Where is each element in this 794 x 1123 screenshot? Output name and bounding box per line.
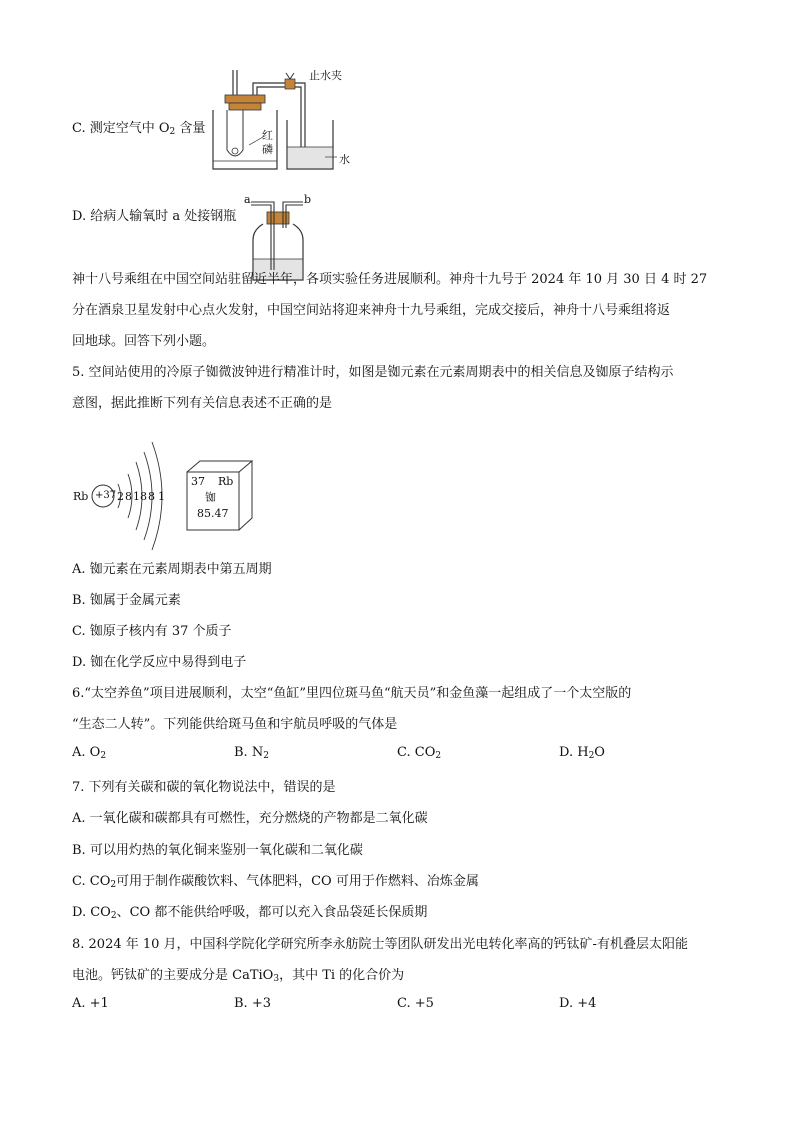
q7-stem: 7. 下列有关碳和碳的氧化物说法中，错误的是 xyxy=(72,780,336,795)
shell-2: 8 xyxy=(125,490,132,503)
label-water: 水 xyxy=(339,153,350,166)
q6-stem-2: “生态二人转”。下列能供给斑马鱼和宇航员呼吸的气体是 xyxy=(72,717,398,732)
shell-3: 18 xyxy=(133,490,147,503)
atom-nucleus: +37 xyxy=(95,490,117,501)
q7-option-d: D. $CO_2$、CO 都不能供给呼吸，都可以充入食品袋延长保质期 xyxy=(72,905,428,921)
q6-option-b: B. $N_2$ xyxy=(234,745,269,761)
q4-option-d: D. 给病人输氧时 a 处接钢瓶 xyxy=(72,209,237,224)
intro-line-2: 分在酒泉卫星发射中心点火发射，中国空间站将迎来神舟十九号乘组，完成交接后，神舟十八号乘组将返 xyxy=(72,303,671,318)
q8-option-c: C. +5 xyxy=(397,996,434,1011)
q8-stem-1: 8. 2024 年 10 月，中国科学院化学研究所李永舫院士等团队研发出光电转化率高的钙钛矿-有机叠层太阳能 xyxy=(72,937,688,952)
periodic-cell-box xyxy=(186,460,256,532)
atom-symbol: Rb xyxy=(73,490,89,503)
q7-option-b: B. 可以用灼热的氧化铜来鉴别一氧化碳和二氧化碳 xyxy=(72,843,363,858)
q5-option-d: D. 铷在化学反应中易得到电子 xyxy=(72,655,247,670)
cell-number: 37 xyxy=(191,475,205,488)
q5-option-c: C. 铷原子核内有 37 个质子 xyxy=(72,624,232,639)
q6-option-d: D. $H_2O$ xyxy=(559,745,605,761)
q6-option-a: A. $O_2$ xyxy=(72,745,107,761)
q7-option-c: C. $CO_2$可用于制作碳酸饮料、气体肥料，CO 可用于作燃料、冶炼金属 xyxy=(72,874,479,890)
cell-mass: 85.47 xyxy=(197,507,229,520)
intro-line-3: 回地球。回答下列小题。 xyxy=(72,334,216,349)
cell-symbol: Rb xyxy=(218,475,234,488)
shell-4: 8 xyxy=(148,490,155,503)
q7-option-a: A. 一氧化碳和碳都具有可燃性，充分燃烧的产物都是二氧化碳 xyxy=(72,811,428,826)
shell-1: 2 xyxy=(117,490,124,503)
label-clamp: 止水夹 xyxy=(309,69,342,82)
q5-option-a: A. 铷元素在元素周期表中第五周期 xyxy=(72,562,272,577)
q8-stem-2: 电池。钙钛矿的主要成分是 CaTiO$_3$，其中 Ti 的化合价为 xyxy=(72,968,405,984)
label-phosphorus-2: 磷 xyxy=(262,143,273,156)
q6-option-c: C. $CO_2$ xyxy=(397,745,442,761)
label-a: a xyxy=(244,193,251,206)
q8-option-b: B. +3 xyxy=(234,996,271,1011)
q8-option-d: D. +4 xyxy=(559,996,597,1011)
shell-5: 1 xyxy=(158,490,165,503)
q8-option-a: A. +1 xyxy=(72,996,109,1011)
label-phosphorus-1: 红 xyxy=(262,129,273,142)
intro-line-1: 神十八号乘组在中国空间站驻留近半年，各项实验任务进展顺利。神舟十九号于 2024 年 10 月 30 日 4 时 27 xyxy=(72,272,708,287)
q5-stem-2: 意图，据此推断下列有关信息表述不正确的是 xyxy=(72,396,333,411)
cell-name: 铷 xyxy=(205,491,216,504)
q6-stem-1: 6.“太空养鱼”项目进展顺利，太空“鱼缸”里四位斑马鱼“航天员”和金鱼藻一起组成了一个太空版的 xyxy=(72,686,632,701)
label-b: b xyxy=(304,193,312,206)
q4-option-c: C. 测定空气中 $O_2$ 含量 xyxy=(72,121,206,137)
q5-option-b: B. 铷属于金属元素 xyxy=(72,593,181,608)
q5-stem-1: 5. 空间站使用的冷原子铷微波钟进行精准计时，如图是铷元素在元素周期表中的相关信息及铷原子结构示 xyxy=(72,365,674,380)
